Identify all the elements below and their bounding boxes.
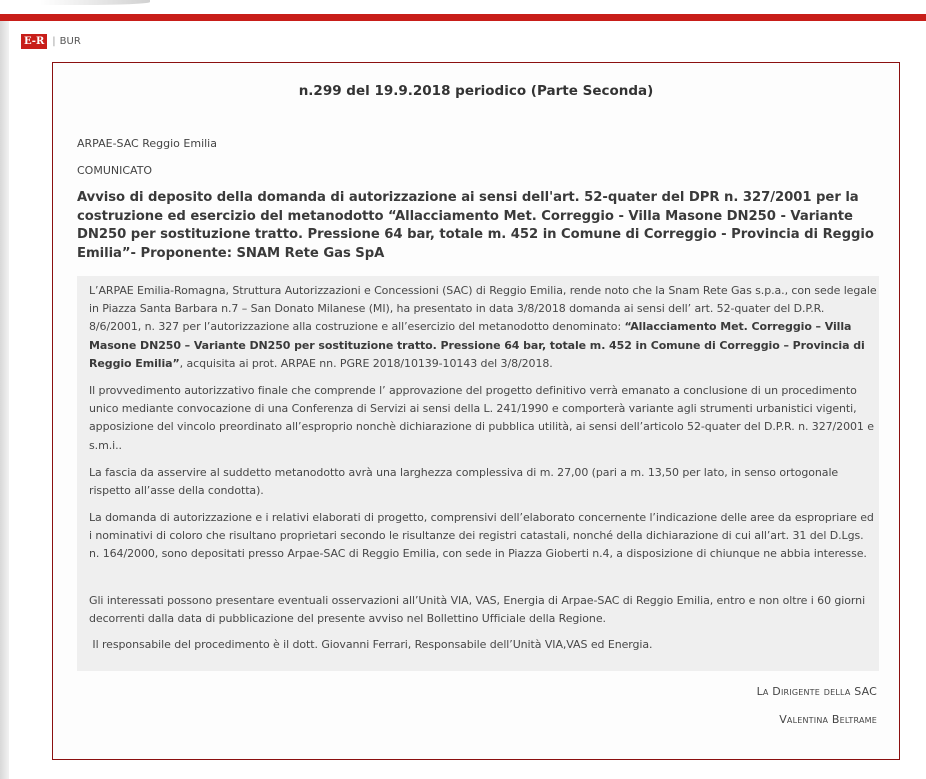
paragraph-responsabile: Il responsabile del procedimento è il dott. Giovanni Ferrari, Responsabile dell’Unità VIA,VAS ed Energia. — [89, 638, 653, 651]
paragraph-fascia: La fascia da asservire al suddetto metanodotto avrà una larghezza complessiva di m. 27,00 (pari a m. 13,50 per lato, in senso ortogonale rispetto all’asse della condotta). — [89, 466, 839, 498]
pipeline-name: “Allacciamento Met. Correggio – Villa Masone DN250 – Variante DN250 per sostituzione tratto. Pressione 64 bar, totale m. 452 in Comune di Correggio – Provincia di Reggio Emilia” — [89, 320, 865, 370]
notice-body — [77, 276, 879, 671]
paragraph-osservazioni: Gli interessati possono presentare eventuali osservazioni all’Unità VIA, VAS, Energia di Arpae-SAC di Reggio Emilia, entro e non oltre i 60 giorni decorrenti dalla data di pubblicazione del presente avviso nel Bollettino Ufficiale della Regione. — [89, 594, 866, 626]
signer-role: La Dirigente della SAC — [756, 685, 877, 698]
paragraph-provvedimento: Il provvedimento autorizzativo finale che comprende l’ approvazione del progetto definitivo verrà emanato a conclusione di un procedimento unico mediante convocazione di una Conferenza di Servizi ai sensi della L. 241/1990 e comporterà variante agli strumenti urbanistici vigenti, apposizione del vincolo preordinato all’esproprio nonchè dichiarazione di pubblica utilità, ai sensi dell’articolo 52-quater del D.P.R. n. 327/2001 e s.m.i.. — [89, 384, 874, 452]
signer-name: Valentina Beltrame — [779, 713, 877, 726]
breadcrumb-separator: | — [52, 35, 56, 47]
paragraph-intro-tail: , acquisita ai prot. ARPAE nn. PGRE 2018/10139-10143 del 3/8/2018. — [179, 356, 553, 370]
paragraph-intro — [89, 282, 877, 373]
paragraph-intro-text: L’ARPAE Emilia-Romagna, Struttura Autorizzazioni e Concessioni (SAC) di Reggio Emilia, rende noto che la Snam Rete Gas s.p.a., con sede legale in Piazza Santa Barbara n.7 – San Donato Milanese (MI), ha presentato in data 3/8/2018 domanda ai sensi dell’ art. 52-quater del D.P.R. 8/6/2001, n. 327 per l’autorizzazione alla costruzione e all’esercizio del metanodotto denominato: — [89, 284, 877, 334]
document-type: COMUNICATO — [77, 164, 153, 177]
header-shadow — [40, 0, 150, 5]
authority-name: ARPAE-SAC Reggio Emilia — [77, 137, 217, 150]
paragraph-deposito: La domanda di autorizzazione e i relativi elaborati di progetto, comprensivi dell’elaborato concernente l’indicazione delle aree da espropriare ed i nominativi di coloro che risultano proprietari secondo le risultanze dei registri catastali, nonché della dichiarazione di cui all’art. 31 del D.Lgs. n. 164/2000, sono depositati presso Arpae-SAC di Reggio Emilia, con sede in Piazza Gioberti n.4, a disposizione di chiunque ne abbia interesse. — [89, 511, 874, 561]
issue-title: n.299 del 19.9.2018 periodico (Parte Seconda) — [298, 83, 654, 99]
breadcrumb-bur-link[interactable]: BUR — [59, 35, 81, 47]
breadcrumb — [21, 33, 81, 49]
document-box — [52, 62, 900, 760]
left-shadow-strip — [0, 21, 9, 779]
header-red-bar — [0, 14, 926, 21]
notice-title: Avviso di deposito della domanda di autorizzazione ai sensi dell'art. 52-quater del DPR n. 327/2001 per la costruzione ed esercizio del metanodotto “Allacciamento Met. Correggio - Villa Masone DN250 - Variante DN250 per sostituzione tratto. Pressione 64 bar, totale m. 452 in Comune di Correggio - Provincia di Reggio Emilia”- Proponente: SNAM Rete Gas SpA — [77, 190, 874, 261]
er-logo[interactable]: E-R — [21, 34, 47, 49]
